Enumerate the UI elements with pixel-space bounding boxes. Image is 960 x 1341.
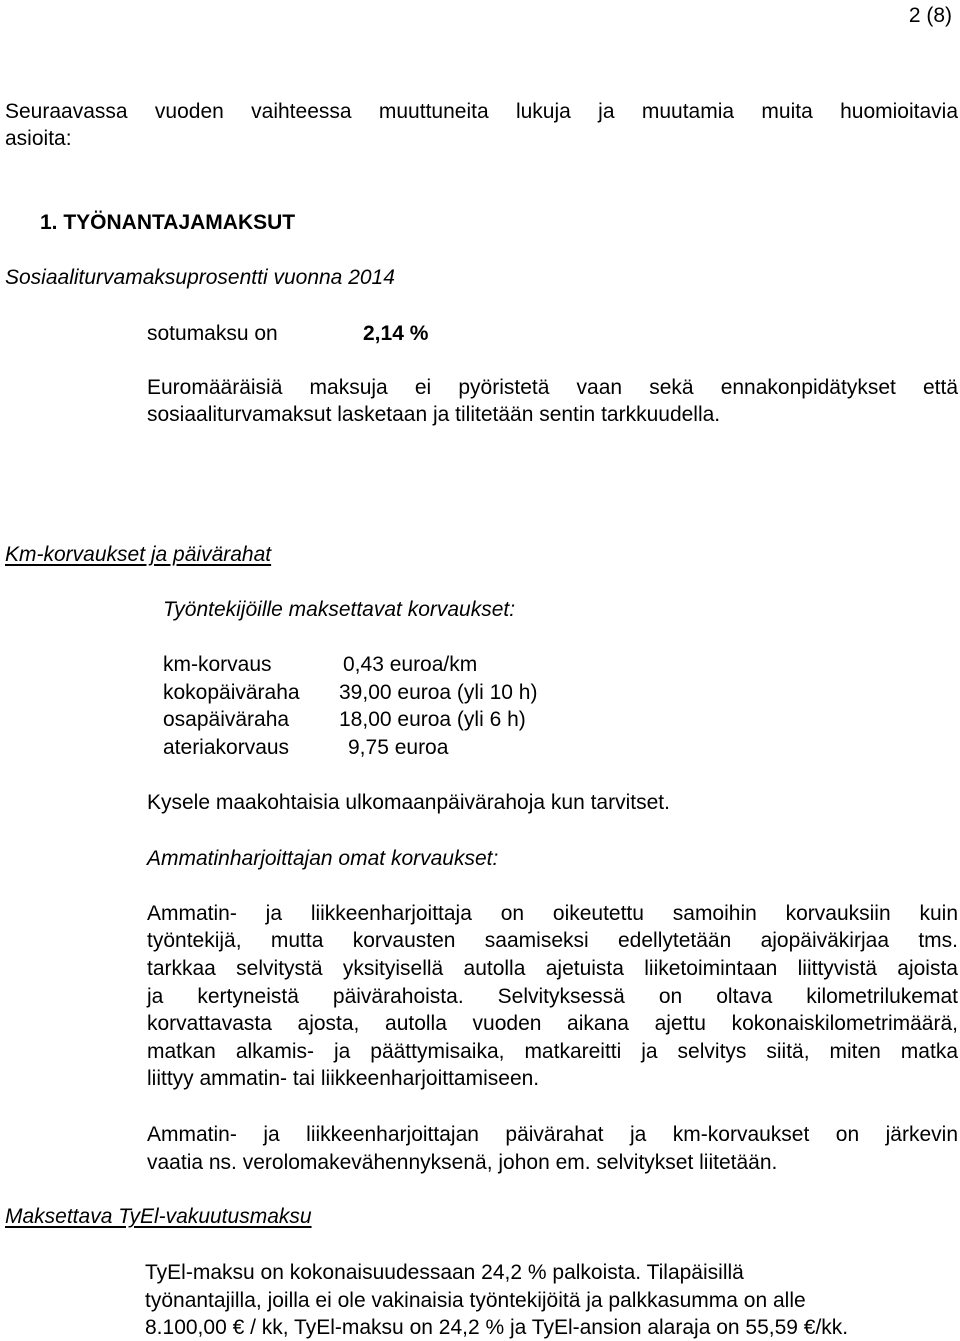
tax-deduction-paragraph-line: vaatia ns. verolomakevähennyksenä, johon em. selvitykset liitetään. bbox=[147, 1151, 778, 1174]
intro-line-2: asioita: bbox=[5, 127, 72, 150]
allowance-label: osapäiväraha bbox=[163, 708, 290, 731]
entrepreneur-paragraph-line: työntekijä, mutta korvausten saamiseksi edellytetään ajopäiväkirjaa tms. bbox=[147, 929, 958, 952]
allowance-value: 9,75 euroa bbox=[348, 736, 449, 759]
foreign-allowance-note: Kysele maakohtaisia ulkomaanpäivärahoja kun tarvitset. bbox=[147, 791, 670, 814]
allowance-value: 0,43 euroa/km bbox=[343, 653, 478, 676]
section-heading-employer-fees: 1. TYÖNANTAJAMAKSUT bbox=[40, 211, 296, 234]
tyel-paragraph-line: työnantajilla, joilla ei ole vakinaisia työntekijöitä ja palkkasumma on alle bbox=[145, 1289, 806, 1312]
rate-label: sotumaksu on bbox=[147, 322, 278, 345]
entrepreneur-paragraph-line: tarkkaa selvitystä yksityisellä autolla ajetuista liiketoimintaan liittyvistä ajoista bbox=[147, 957, 958, 980]
entrepreneur-paragraph-line: ja kertyneistä päivärahoista. Selvityksessä on oltava kilometrilukemat bbox=[147, 985, 958, 1008]
entrepreneur-paragraph-line: korvattavasta ajosta, autolla vuoden aikana ajettu kokonaiskilometrimäärä, bbox=[147, 1012, 958, 1035]
tax-deduction-paragraph-line: Ammatin- ja liikkeenharjoittajan päivärahat ja km-korvaukset on järkevin bbox=[147, 1123, 958, 1146]
rounding-note-line-1: Euromääräisiä maksuja ei pyöristetä vaan sekä ennakonpidätykset että bbox=[147, 376, 958, 399]
entrepreneur-paragraph-line: matkan alkamis- ja päättymisaika, matkareitti ja selvitys siitä, miten matka bbox=[147, 1040, 958, 1063]
tyel-heading: Maksettava TyEl-vakuutusmaksu bbox=[5, 1205, 312, 1228]
page-number: 2 (8) bbox=[908, 4, 952, 27]
employee-allowances-heading: Työntekijöille maksettavat korvaukset: bbox=[163, 598, 516, 621]
allowance-label: km-korvaus bbox=[163, 653, 272, 676]
intro-line-1: Seuraavassa vuoden vaihteessa muuttuneita lukuja ja muutamia muita huomioitavia bbox=[5, 100, 958, 123]
social-security-subheading: Sosiaaliturvamaksuprosentti vuonna 2014 bbox=[5, 266, 395, 289]
km-allowances-heading: Km-korvaukset ja päivärahat bbox=[5, 543, 272, 566]
tyel-paragraph-line: TyEl-maksu on kokonaisuudessaan 24,2 % palkoista. Tilapäisillä bbox=[145, 1261, 744, 1284]
entrepreneur-paragraph-line: Ammatin- ja liikkeenharjoittaja on oikeutettu samoihin korvauksiin kuin bbox=[147, 902, 958, 925]
entrepreneur-paragraph-line: liittyy ammatin- tai liikkeenharjoittamiseen. bbox=[147, 1067, 540, 1090]
tyel-paragraph-line: 8.100,00 € / kk, TyEl-maksu on 24,2 % ja TyEl-ansion alaraja on 55,59 €/kk. bbox=[145, 1316, 849, 1339]
allowance-label: ateriakorvaus bbox=[163, 736, 290, 759]
allowance-label: kokopäiväraha bbox=[163, 681, 300, 704]
rate-value: 2,14 % bbox=[363, 322, 429, 345]
allowance-value: 18,00 euroa (yli 6 h) bbox=[339, 708, 526, 731]
entrepreneur-allowances-heading: Ammatinharjoittajan omat korvaukset: bbox=[147, 847, 499, 870]
allowance-value: 39,00 euroa (yli 10 h) bbox=[339, 681, 538, 704]
rounding-note-line-2: sosiaaliturvamaksut lasketaan ja tilitetään sentin tarkkuudella. bbox=[147, 403, 721, 426]
